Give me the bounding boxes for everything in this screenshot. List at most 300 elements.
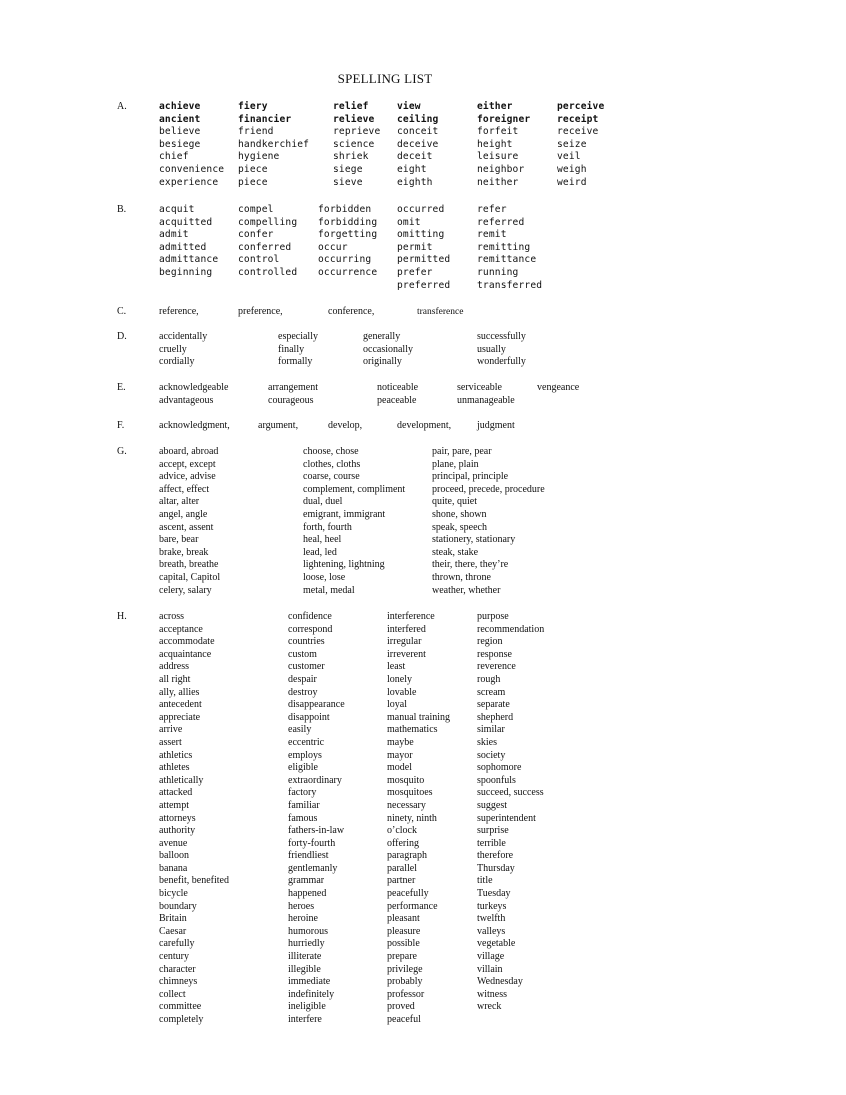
word-column [159, 446, 220, 597]
word: advantageous [159, 394, 214, 406]
word: thrown, throne [432, 571, 491, 583]
word: indefinitely [288, 988, 335, 1000]
word: heroes [288, 900, 315, 912]
word-column [159, 204, 218, 280]
word: preference, [238, 306, 283, 317]
word: Britain [159, 913, 187, 925]
word: partner [387, 875, 416, 887]
word: pleasure [387, 925, 421, 937]
word: ninety, ninth [387, 812, 437, 824]
word: region [477, 636, 503, 648]
word: separate [477, 699, 510, 711]
word: manual training [387, 711, 451, 723]
word: confidence [288, 611, 332, 622]
word: serviceable [457, 382, 502, 393]
word-column [397, 204, 450, 292]
word: acknowledgeable [159, 382, 229, 393]
word: correspond [288, 623, 333, 635]
word: permit [397, 241, 433, 253]
word: remit [477, 229, 507, 241]
section-letter: E. [117, 382, 126, 393]
word: deceit [397, 151, 433, 163]
word: convenience [159, 163, 225, 175]
word: athletes [159, 762, 190, 774]
word: choose, chose [303, 446, 359, 457]
word-column [477, 101, 530, 189]
word: sieve [333, 176, 363, 188]
word: plane, plain [432, 458, 479, 470]
word: science [333, 138, 375, 150]
word: originally [363, 356, 402, 368]
word: accommodate [159, 636, 215, 648]
word: transference [417, 307, 464, 317]
word: humorous [288, 925, 328, 937]
word: shepherd [477, 711, 514, 723]
word: referred [477, 216, 525, 228]
word: collect [159, 988, 186, 1000]
word: affect, effect [159, 483, 210, 495]
word: bare, bear [159, 534, 199, 546]
word: capital, Capitol [159, 571, 221, 583]
word: forth, fourth [303, 521, 352, 533]
word: interfered [387, 623, 426, 635]
word: Caesar [159, 925, 187, 937]
word: heroine [288, 913, 318, 925]
word: o’clock [387, 825, 417, 837]
word: controlled [238, 266, 298, 278]
section-letter: H. [117, 611, 127, 622]
word: skies [477, 736, 497, 748]
word: proved [387, 1001, 415, 1013]
word: view [397, 101, 421, 112]
word: beginning [159, 266, 213, 278]
word: conferred [238, 241, 292, 253]
word: angel, angle [159, 508, 208, 520]
word: leisure [477, 151, 519, 163]
word: necessary [387, 799, 426, 811]
word: forty-fourth [288, 837, 336, 849]
word: financier [238, 113, 292, 125]
word-column [537, 382, 579, 395]
word: acquaintance [159, 648, 212, 660]
word: famous [288, 812, 318, 824]
word: ascent, assent [159, 521, 214, 533]
word: acquit [159, 204, 195, 215]
word: arrive [159, 724, 183, 736]
word: recommendation [477, 623, 545, 635]
word: acquitted [159, 216, 213, 228]
word: lead, led [303, 546, 337, 558]
word: perceive [557, 101, 605, 112]
word: believe [159, 126, 201, 138]
word: surprise [477, 825, 509, 837]
word: quite, quiet [432, 496, 477, 508]
word: omit [397, 216, 421, 228]
word: successfully [477, 331, 526, 342]
word: courageous [268, 394, 314, 406]
word-column [397, 101, 438, 189]
word: shriek [333, 151, 369, 163]
word: principal, principle [432, 471, 509, 483]
word: balloon [159, 850, 189, 862]
word: proceed, precede, procedure [432, 483, 545, 495]
word-column [288, 611, 345, 1027]
word: immediate [288, 976, 331, 988]
word: siege [333, 163, 363, 175]
word: reference, [159, 306, 199, 317]
word: rough [477, 673, 501, 685]
word: suggest [477, 799, 507, 811]
word: fiery [238, 101, 268, 112]
word: usually [477, 343, 506, 355]
word: ancient [159, 113, 201, 125]
word: accept, except [159, 458, 216, 470]
word: arrangement [268, 382, 318, 393]
word: heal, heel [303, 534, 342, 546]
word: probably [387, 976, 423, 988]
word-column [238, 101, 309, 189]
word: century [159, 951, 189, 963]
word: unmanageable [457, 394, 515, 406]
word: relieve [333, 113, 375, 125]
word: development, [397, 420, 452, 431]
word: fathers-in-law [288, 825, 345, 837]
word: antecedent [159, 699, 202, 711]
word: peaceable [377, 394, 417, 406]
word: forbidding [318, 216, 378, 228]
word: grammar [288, 875, 325, 887]
word: clothes, cloths [303, 458, 361, 470]
word: occasionally [363, 343, 413, 355]
word: possible [387, 938, 420, 950]
word: eight [397, 163, 427, 175]
word: occurrence [318, 266, 378, 278]
word: spoonfuls [477, 774, 516, 786]
word: prefer [397, 266, 433, 278]
word: neither [477, 176, 519, 188]
word: advice, advise [159, 471, 216, 483]
word: permitted [397, 254, 451, 266]
word: wonderfully [477, 356, 526, 368]
word: vegetable [477, 938, 516, 950]
word: performance [387, 900, 438, 912]
word: conference, [328, 306, 375, 317]
word: illegible [288, 963, 321, 975]
word: either [477, 101, 513, 112]
word: forbidden [318, 204, 372, 215]
section-letter: D. [117, 331, 127, 342]
word: stationery, stationary [432, 534, 516, 546]
word: maybe [387, 736, 414, 748]
word: attacked [159, 787, 193, 799]
word: scream [477, 686, 506, 698]
section-letter: G. [117, 446, 127, 457]
word: paragraph [387, 850, 427, 862]
word: employs [288, 749, 322, 761]
word: besiege [159, 138, 201, 150]
word: develop, [328, 420, 363, 431]
word-column [387, 611, 450, 1027]
word: handkerchief [238, 138, 310, 150]
word: response [477, 648, 512, 660]
word: refer [477, 204, 507, 215]
word-column [318, 204, 377, 280]
word: loose, lose [303, 571, 346, 583]
word: forfeit [477, 126, 519, 138]
word: dual, duel [303, 496, 343, 508]
word: familiar [288, 799, 320, 811]
word: lonely [387, 673, 412, 685]
word: custom [288, 648, 317, 660]
word-column [477, 611, 544, 1014]
word: terrible [477, 837, 506, 849]
word-column [477, 204, 542, 292]
word-column [432, 446, 545, 597]
word: disappoint [288, 711, 330, 723]
word: receipt [557, 113, 599, 125]
word: lightening, lightning [303, 559, 385, 571]
word: avenue [159, 837, 188, 849]
word: hurriedly [288, 938, 325, 950]
word-column [557, 101, 604, 189]
word: model [387, 762, 412, 774]
word: society [477, 749, 506, 761]
word: ally, allies [159, 686, 200, 698]
word: remittance [477, 254, 537, 266]
word: lovable [387, 686, 417, 698]
word: breath, breathe [159, 559, 219, 571]
word: character [159, 963, 196, 975]
word-column [457, 382, 515, 407]
word: valleys [477, 925, 506, 937]
word: control [238, 254, 280, 266]
word: village [477, 951, 505, 963]
word-column [377, 382, 418, 407]
word: authority [159, 825, 196, 837]
word: mosquito [387, 774, 425, 786]
word: wreck [477, 1001, 502, 1013]
word: attorneys [159, 812, 196, 824]
word: bicycle [159, 888, 188, 900]
word: happened [288, 888, 327, 900]
word: noticeable [377, 382, 419, 393]
word: friendliest [288, 850, 329, 862]
word: eighth [397, 176, 433, 188]
word: remitting [477, 241, 531, 253]
word: ineligible [288, 1001, 326, 1013]
word: reprieve [333, 126, 381, 138]
word-column [159, 331, 207, 369]
word: ceiling [397, 113, 439, 125]
word: prepare [387, 951, 417, 963]
word: eligible [288, 762, 318, 774]
word: chimneys [159, 976, 198, 988]
word: Wednesday [477, 976, 523, 988]
word-column [159, 101, 224, 189]
word-column [333, 101, 380, 189]
word: transferred [477, 279, 543, 291]
word: carefully [159, 938, 195, 950]
word: privilege [387, 963, 423, 975]
word: despair [288, 673, 317, 685]
word: their, there, they’re [432, 559, 509, 571]
word: illiterate [288, 951, 322, 963]
word: mosquitoes [387, 787, 433, 799]
word: twelfth [477, 913, 506, 925]
word: boundary [159, 900, 197, 912]
word: achieve [159, 101, 201, 112]
word: professor [387, 988, 425, 1000]
word: reverence [477, 661, 516, 673]
word: parallel [387, 862, 417, 874]
word-column [238, 204, 297, 280]
word: weather, whether [432, 584, 501, 596]
word: seize [557, 138, 587, 150]
word: least [387, 661, 406, 673]
word: height [477, 138, 513, 150]
word: hygiene [238, 151, 280, 163]
word: coarse, course [303, 471, 360, 483]
word: destroy [288, 686, 318, 698]
word: argument, [258, 420, 299, 431]
word: disappearance [288, 699, 345, 711]
word: benefit, benefited [159, 875, 229, 887]
word: turkeys [477, 900, 507, 912]
word: customer [288, 661, 325, 673]
word: admittance [159, 254, 219, 266]
word: pleasant [387, 913, 420, 925]
word: aboard, abroad [159, 446, 219, 457]
word-column [363, 331, 413, 369]
word-column [268, 382, 318, 407]
word: athletically [159, 774, 204, 786]
word: title [477, 875, 493, 887]
word: celery, salary [159, 584, 212, 596]
word: across [159, 611, 184, 622]
word: acceptance [159, 623, 203, 635]
word: succeed, success [477, 787, 544, 799]
page-title: SPELLING LIST [337, 71, 433, 86]
word: address [159, 661, 189, 673]
word: conceit [397, 126, 439, 138]
word: assert [159, 736, 182, 748]
word: acknowledgment, [159, 420, 230, 431]
word: Thursday [477, 862, 515, 874]
word: pair, pare, pear [432, 446, 492, 457]
word: foreigner [477, 113, 531, 125]
word: altar, alter [159, 496, 200, 508]
word: neighbor [477, 163, 525, 175]
section-letter: F. [117, 420, 125, 431]
word: purpose [477, 611, 509, 622]
word: compelling [238, 216, 298, 228]
word: weird [557, 176, 587, 188]
word: deceive [397, 138, 439, 150]
word: cruelly [159, 343, 187, 355]
word: weigh [557, 163, 587, 175]
word: gentlemanly [288, 862, 338, 874]
word: vengeance [537, 382, 580, 393]
word: shone, shown [432, 508, 487, 520]
word-column [477, 331, 526, 369]
word: therefore [477, 850, 514, 862]
word: athletics [159, 749, 193, 761]
word: complement, compliment [303, 483, 406, 495]
word: loyal [387, 699, 407, 711]
word: completely [159, 1014, 204, 1025]
word: cordially [159, 356, 195, 368]
word: steak, stake [432, 546, 479, 558]
word: eccentric [288, 736, 325, 748]
word: judgment [477, 420, 515, 431]
word: factory [288, 787, 317, 799]
word: sophomore [477, 762, 522, 774]
word: villain [477, 963, 503, 975]
word: interference [387, 611, 435, 622]
word: piece [238, 176, 268, 188]
word: emigrant, immigrant [303, 508, 386, 520]
word: superintendent [477, 812, 536, 824]
word: receive [557, 126, 599, 138]
word-column [159, 611, 229, 1027]
word: mathematics [387, 724, 438, 736]
word: appreciate [159, 711, 201, 723]
word: friend [238, 126, 274, 138]
word: chief [159, 151, 189, 163]
word-column [278, 331, 318, 369]
word: offering [387, 837, 420, 849]
word: committee [159, 1001, 202, 1013]
word: easily [288, 724, 312, 736]
section-letter: A. [117, 101, 127, 112]
word: especially [278, 331, 318, 342]
word: peacefully [387, 888, 429, 900]
word: similar [477, 724, 505, 736]
word: formally [278, 356, 313, 368]
word: accidentally [159, 331, 208, 342]
word: interfere [288, 1014, 322, 1025]
word: peaceful [387, 1014, 421, 1025]
word: mayor [387, 749, 413, 761]
word: extraordinary [288, 774, 342, 786]
word: experience [159, 176, 219, 188]
word: piece [238, 163, 268, 175]
word: witness [477, 988, 507, 1000]
word: occur [318, 241, 348, 253]
word: Tuesday [477, 888, 511, 900]
word: speak, speech [432, 521, 487, 533]
word: relief [333, 101, 369, 112]
word: attempt [159, 799, 189, 811]
word: all right [159, 673, 191, 685]
word: omitting [397, 229, 445, 241]
word: preferred [397, 279, 451, 291]
word: compel [238, 204, 274, 215]
word: irregular [387, 636, 422, 648]
word: generally [363, 331, 401, 342]
word: confer [238, 229, 274, 241]
word: admitted [159, 241, 207, 253]
word: irreverent [387, 648, 426, 660]
section-letter: B. [117, 204, 127, 215]
word: forgetting [318, 229, 378, 241]
word: occurred [397, 204, 445, 215]
word: veil [557, 151, 581, 163]
word: countries [288, 636, 325, 648]
word: finally [278, 343, 305, 355]
word-column [303, 446, 405, 597]
word: occurring [318, 254, 372, 266]
